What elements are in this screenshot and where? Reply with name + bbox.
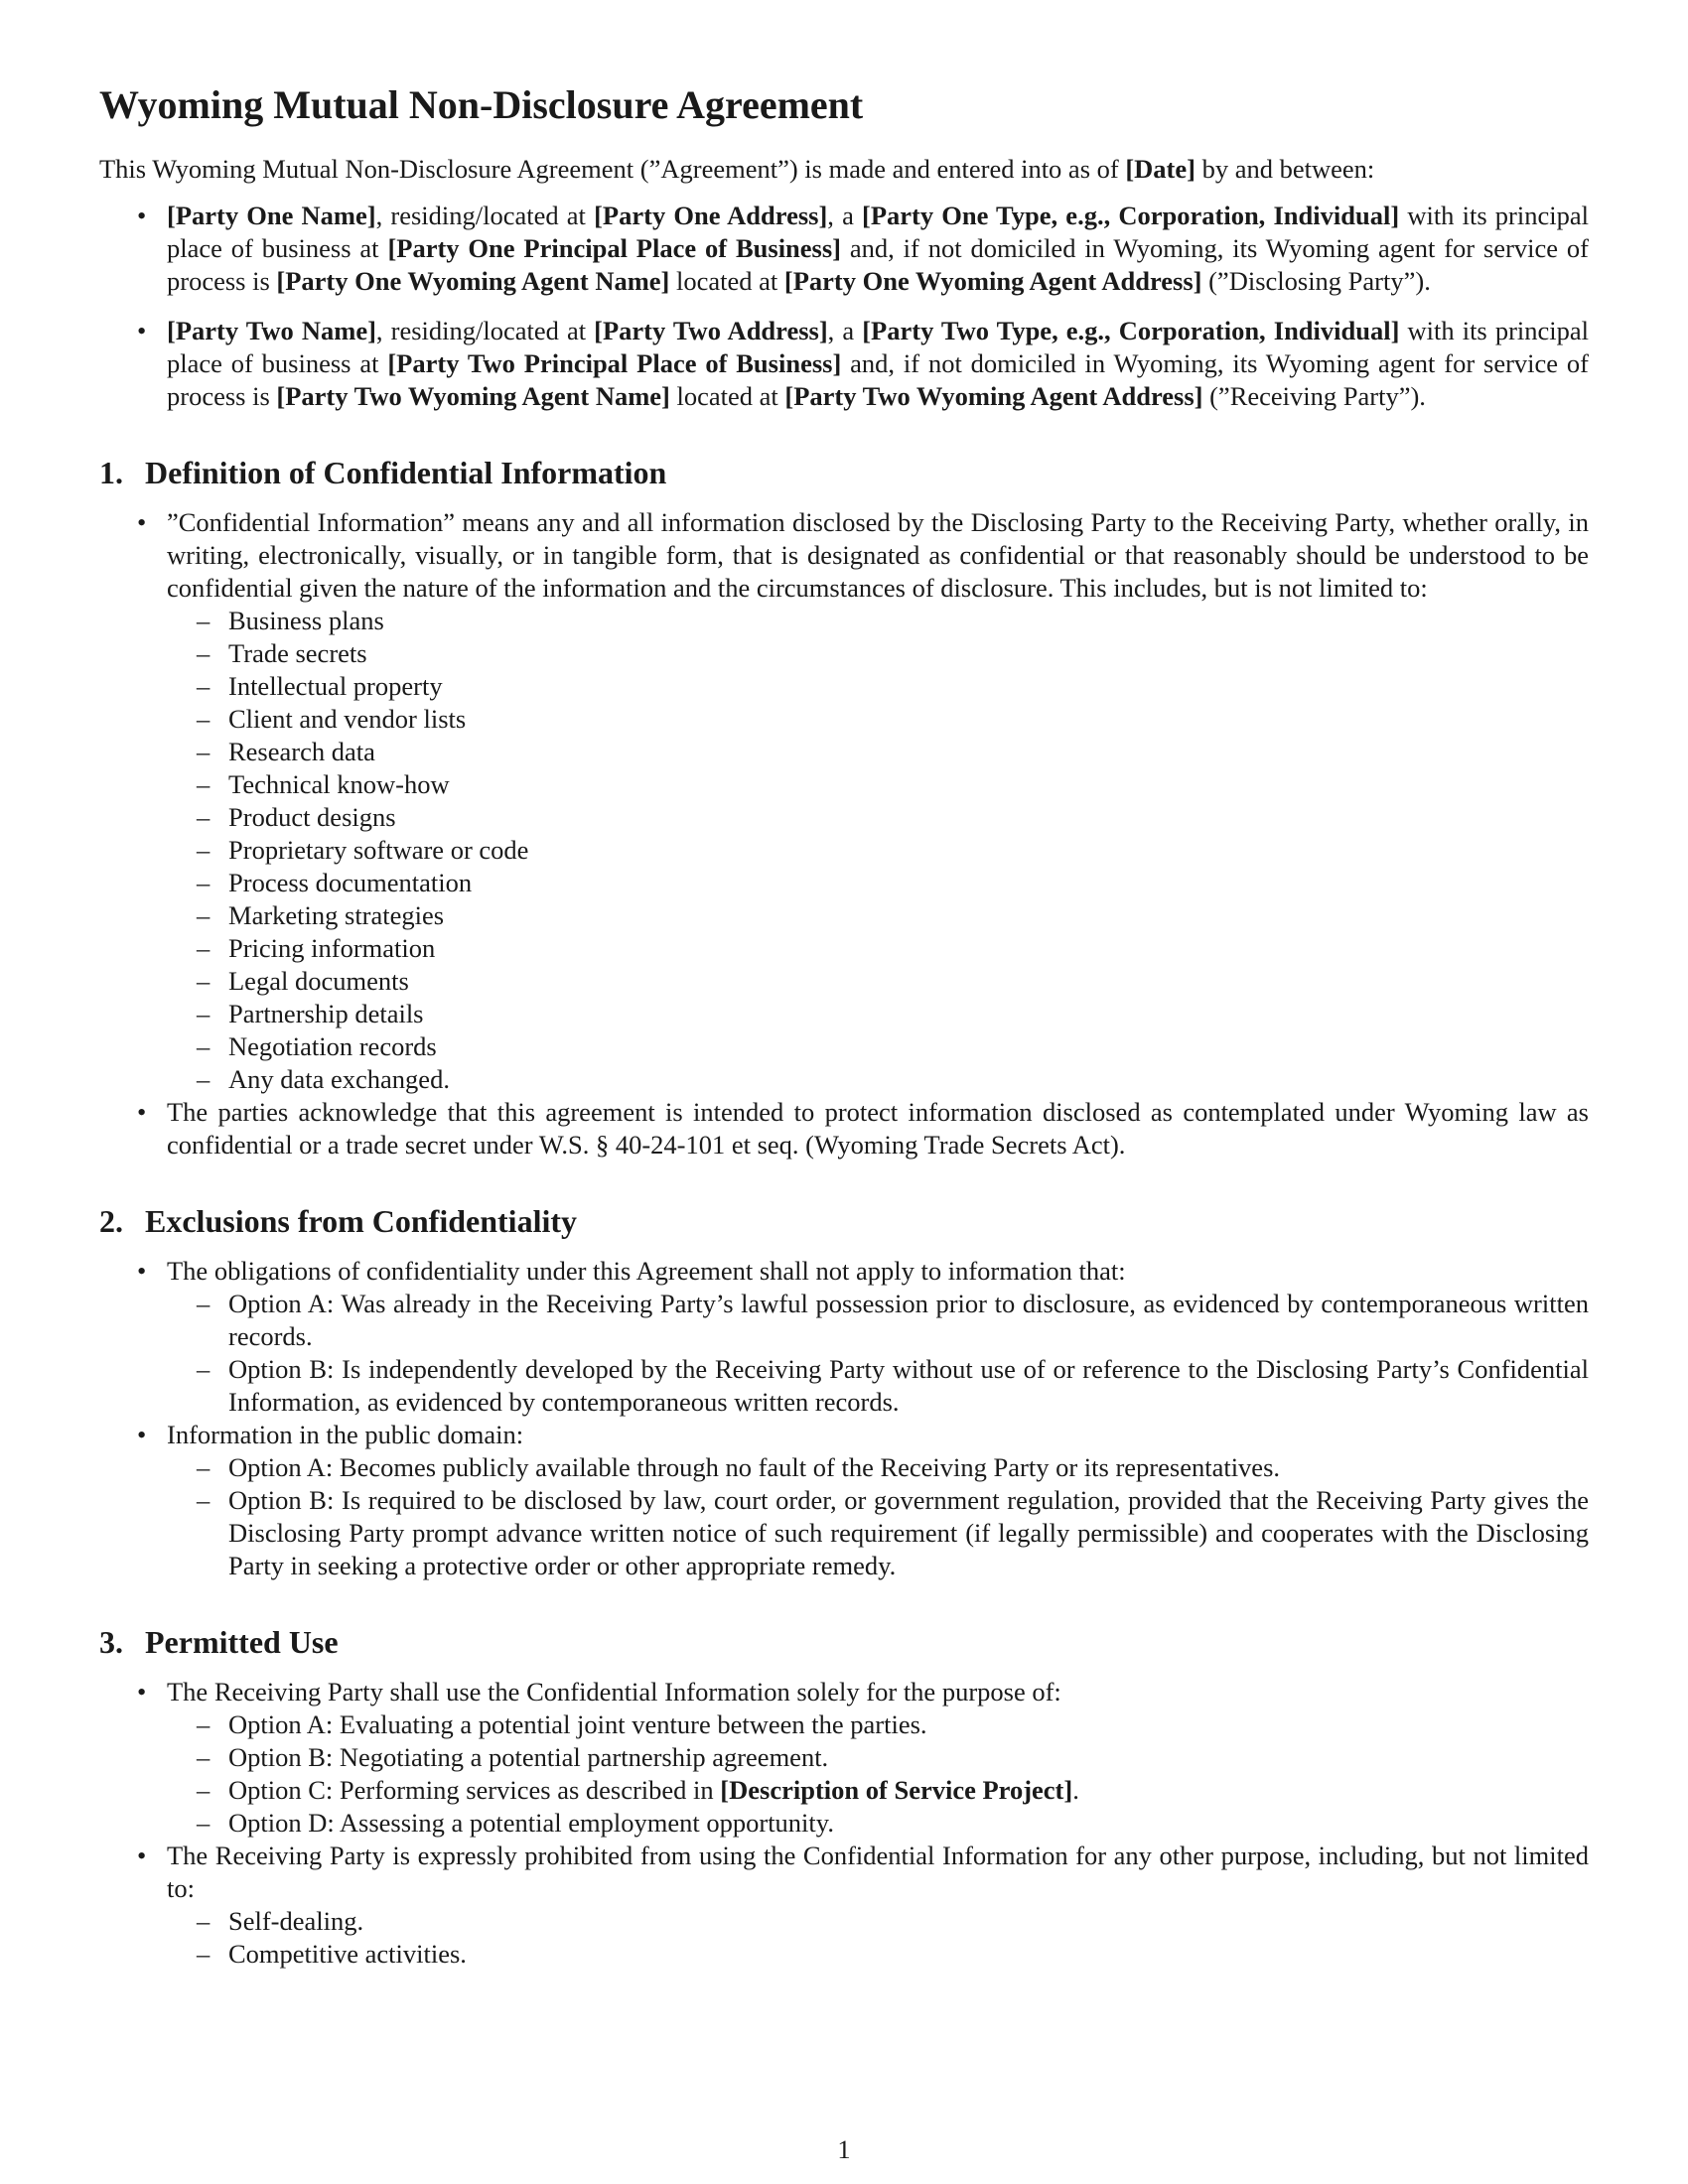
party-agent-name: [Party Two Wyoming Agent Name] (276, 381, 670, 411)
list-item: – Marketing strategies (167, 899, 1589, 932)
party-name: [Party One Name] (167, 201, 376, 230)
list-item: – Option A: Was already in the Receiving Party’s lawful possession prior to disclosure, as evidenced by contemporaneous written records. (167, 1288, 1589, 1353)
list-item: – Option A: Becomes publicly available through no fault of the Receiving Party or its representatives. (167, 1451, 1589, 1484)
party-text: , a (827, 201, 862, 230)
party-address: [Party Two Address] (594, 316, 828, 345)
list-item (99, 506, 1589, 1096)
party-two (99, 315, 1589, 413)
list-item: – Option A: Evaluating a potential joint venture between the parties. (167, 1708, 1589, 1741)
list-item: – Product designs (167, 801, 1589, 834)
list-item: – Pricing information (167, 932, 1589, 965)
list-item: – Option B: Negotiating a potential partnership agreement. (167, 1741, 1589, 1774)
document-title: Wyoming Mutual Non-Disclosure Agreement (99, 82, 864, 127)
party-principal-place: [Party One Principal Place of Business] (387, 233, 842, 263)
list-item-text: The obligations of confidentiality under this Agreement shall not apply to information that: (167, 1256, 1126, 1286)
list-item: – Process documentation (167, 867, 1589, 899)
list-item: – Technical know-how (167, 768, 1589, 801)
list-item: – Trade secrets (167, 637, 1589, 670)
party-text: located at (669, 381, 785, 411)
date-placeholder: [Date] (1125, 154, 1196, 184)
party-agent-name: [Party One Wyoming Agent Name] (276, 266, 670, 296)
intro-text-end: by and between: (1195, 154, 1375, 184)
list-item (99, 1419, 1589, 1582)
sublist (167, 1905, 1589, 1971)
list-item-text: The Receiving Party shall use the Confidential Information solely for the purpose of: (167, 1677, 1061, 1706)
sublist (167, 1288, 1589, 1419)
party-text: , residing/located at (375, 316, 595, 345)
list-item (99, 1676, 1589, 1840)
list-item: – Competitive activities. (167, 1938, 1589, 1971)
party-name: [Party Two Name] (167, 316, 376, 345)
option-c-text: Option C: Performing services as described in (228, 1775, 721, 1805)
section-3-list (99, 1676, 1589, 1971)
section-1-list (99, 506, 1589, 1161)
list-item: – Proprietary software or code (167, 834, 1589, 867)
section-2-list (99, 1255, 1589, 1582)
party-role: (”Disclosing Party”). (1201, 266, 1431, 296)
list-item: – Partnership details (167, 998, 1589, 1030)
party-text: , residing/located at (375, 201, 595, 230)
list-item: – Client and vendor lists (167, 703, 1589, 736)
party-one (99, 200, 1589, 298)
list-item: – Legal documents (167, 965, 1589, 998)
definition-text: ”Confidential Information” means any and all information disclosed by the Disclosing Party to the Receiving Party, whether orally, in writing, electronically, visually, or in tangible form, that is designated as confidential or that reasonably should be understood to be confidential given the nature of the information and the circumstances of disclosure. This includes, but is not limited to: (167, 507, 1589, 603)
page-number: 1 (837, 2134, 851, 2164)
sublist (167, 1708, 1589, 1840)
list-item: – Research data (167, 736, 1589, 768)
parties-list (99, 200, 1589, 413)
option-c-end: . (1072, 1775, 1079, 1805)
list-item: • The parties acknowledge that this agreement is intended to protect information disclosed as contemplated under Wyoming law as confidential or a trade secret under W.S. § 40-24-101 et seq. (Wyoming Trade Secrets Act). (99, 1096, 1589, 1161)
section-1-heading (99, 453, 1589, 492)
sublist (167, 1451, 1589, 1582)
party-role: (”Receiving Party”). (1202, 381, 1426, 411)
list-item-text: The Receiving Party is expressly prohibited from using the Confidential Information for any other purpose, including, but not limited to: (167, 1841, 1589, 1903)
intro-paragraph (99, 153, 1589, 186)
section-title: Definition of Confidential Information (145, 455, 667, 490)
list-item: – Option B: Is independently developed by the Receiving Party without use of or reference to the Disclosing Party’s Confidential Information, as evidenced by contemporaneous written records. (167, 1353, 1589, 1419)
list-item: – Option B: Is required to be disclosed by law, court order, or government regulation, provided that the Receiving Party gives the Disclosing Party prompt advance written notice of such requirement (if legally permissible) and cooperates with the Disclosing Party in seeking a protective order or other appropriate remedy. (167, 1484, 1589, 1582)
list-item (99, 1255, 1589, 1419)
section-2-heading (99, 1201, 1589, 1241)
list-item: – Business plans (167, 605, 1589, 637)
list-item-text: Information in the public domain: (167, 1420, 524, 1449)
party-text: located at (669, 266, 784, 296)
list-item (167, 1774, 1589, 1807)
list-item: – Self-dealing. (167, 1905, 1589, 1938)
party-principal-place: [Party Two Principal Place of Business] (387, 348, 842, 378)
party-text: with its principal place of business at (167, 201, 1589, 263)
section-title: Permitted Use (145, 1624, 339, 1660)
service-project-placeholder: [Description of Service Project] (720, 1775, 1073, 1805)
section-number: 1. (99, 455, 123, 490)
section-title: Exclusions from Confidentiality (145, 1203, 577, 1239)
list-item: – Intellectual property (167, 670, 1589, 703)
party-text: and, if not domiciled in Wyoming, its Wyoming agent for service of process is (167, 233, 1589, 296)
list-item: – Option D: Assessing a potential employment opportunity. (167, 1807, 1589, 1840)
list-item: – Negotiation records (167, 1030, 1589, 1063)
section-number: 2. (99, 1203, 123, 1239)
party-text: with its principal place of business at (167, 316, 1590, 378)
party-type: [Party One Type, e.g., Corporation, Individual] (862, 201, 1400, 230)
list-item: – Any data exchanged. (167, 1063, 1589, 1096)
document-page (99, 81, 1589, 1971)
confidential-items-list (167, 605, 1589, 1096)
party-address: [Party One Address] (594, 201, 828, 230)
party-type: [Party Two Type, e.g., Corporation, Individual] (862, 316, 1400, 345)
party-agent-address: [Party Two Wyoming Agent Address] (784, 381, 1203, 411)
list-item (99, 1840, 1589, 1971)
section-3-heading (99, 1622, 1589, 1662)
section-number: 3. (99, 1624, 123, 1660)
party-agent-address: [Party One Wyoming Agent Address] (783, 266, 1202, 296)
party-text: and, if not domiciled in Wyoming, its Wyoming agent for service of process is (167, 348, 1589, 411)
intro-text: This Wyoming Mutual Non-Disclosure Agreement (”Agreement”) is made and entered into as of (99, 154, 1126, 184)
party-text: , a (827, 316, 863, 345)
